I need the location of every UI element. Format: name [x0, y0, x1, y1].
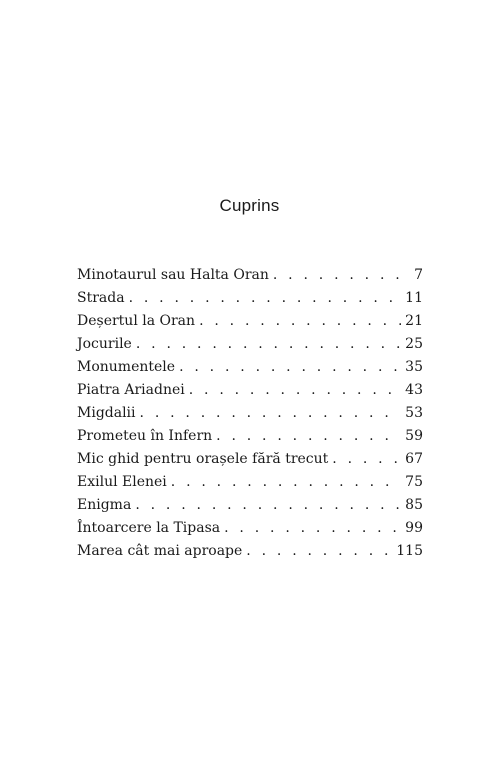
toc-entry-title: Mic ghid pentru orașele fără trecut [77, 451, 329, 467]
dot-leader [199, 310, 401, 333]
toc-entry [77, 494, 423, 517]
toc-entry-title: Migdalii [77, 405, 136, 421]
toc-entry [77, 287, 423, 310]
toc-entry-title: Jocurile [77, 336, 132, 352]
toc-entry [77, 356, 423, 379]
toc-entry [77, 540, 423, 563]
dot-leader [246, 540, 392, 563]
toc-entry-page: 11 [405, 290, 423, 306]
toc-entry-page: 59 [405, 428, 423, 444]
toc-entry [77, 448, 423, 471]
dot-leader [216, 425, 401, 448]
toc-entry-page: 25 [405, 336, 423, 352]
dot-leader [273, 264, 410, 287]
toc-entry [77, 264, 423, 287]
toc-entry-title: Deșertul la Oran [77, 313, 196, 329]
toc-entry-title: Exilul Elenei [77, 474, 167, 490]
toc-entry-page: 35 [405, 359, 423, 375]
toc-entry-page: 115 [396, 543, 423, 559]
toc-entry-page: 99 [405, 520, 423, 536]
dot-leader [179, 356, 401, 379]
toc-entry-page: 21 [405, 313, 423, 329]
dot-leader [332, 448, 401, 471]
toc-entry-title: Enigma [77, 497, 132, 513]
toc-entry [77, 517, 423, 540]
toc-entry [77, 333, 423, 356]
toc-entry-page: 67 [405, 451, 423, 467]
toc-entry [77, 310, 423, 333]
toc-entry-title: Întoarcere la Tipasa [77, 520, 221, 536]
dot-leader [136, 333, 401, 356]
toc-heading: Cuprins [219, 196, 280, 215]
toc-entry-title: Prometeu în Infern [77, 428, 213, 444]
toc-entry [77, 471, 423, 494]
toc-entry-title: Marea cât mai aproape [77, 543, 243, 559]
table-of-contents [77, 264, 423, 563]
toc-entry-page: 85 [405, 497, 423, 513]
toc-entry-page: 75 [405, 474, 423, 490]
dot-leader [140, 402, 402, 425]
toc-entry-title: Strada [77, 290, 125, 306]
toc-entry [77, 379, 423, 402]
toc-entry-page: 43 [405, 382, 423, 398]
toc-entry [77, 425, 423, 448]
dot-leader [135, 494, 401, 517]
dot-leader [189, 379, 401, 402]
toc-entry-title: Piatra Ariadnei [77, 382, 185, 398]
toc-entry-title: Monumentele [77, 359, 176, 375]
toc-entry-title: Minotaurul sau Halta Oran [77, 267, 269, 283]
dot-leader [129, 287, 402, 310]
toc-entry-page: 53 [405, 405, 423, 421]
dot-leader [171, 471, 401, 494]
toc-entry-page: 7 [414, 267, 423, 283]
dot-leader [224, 517, 401, 540]
toc-entry [77, 402, 423, 425]
